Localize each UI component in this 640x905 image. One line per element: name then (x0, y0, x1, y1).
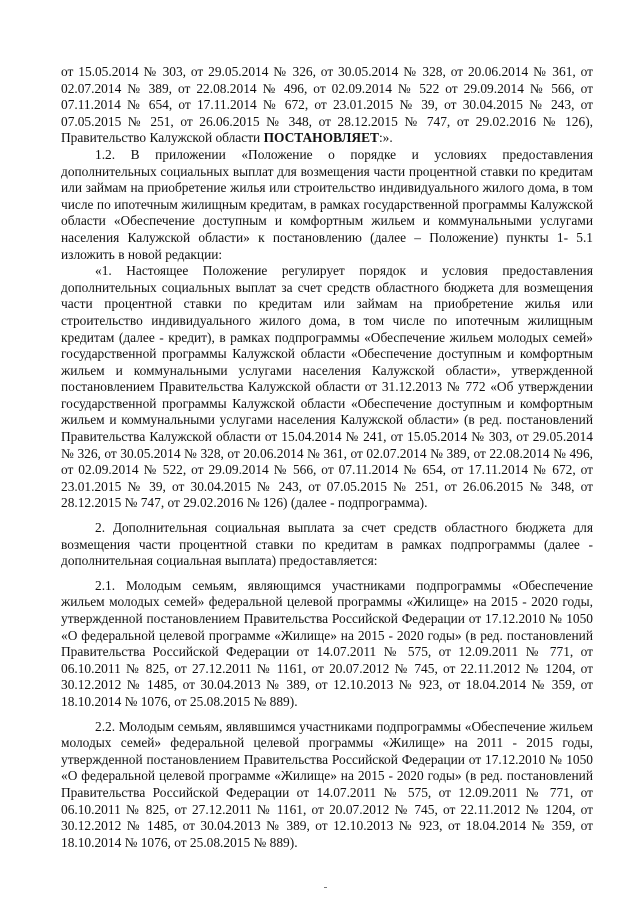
resolution-keyword: ПОСТАНОВЛЯЕТ (263, 130, 379, 146)
paragraph-clause-1: «1. Настоящее Положение регулирует порядок и условия предоставления дополнительных социальных выплат за счет средств областного бюджета для возмещения части процентной ставки по кредитам или займам на приобретение жилья или строительство индивидуального жилого дома, в том числе по ипотечным жилищным кредитам (далее - кредит), в рамках подпрограммы «Обеспечение жильем молодых семей» государственной программы Калужской области «Обеспечение доступным и комфортным жильем и коммунальными услугами населения Калужской области», утвержденной постановлением Правительства Калужской области от 31.12.2013 № 772 «Об утверждении государственной программы Калужской области «Обеспечение доступным и комфортным жильем и коммунальными услугами населения Калужской области» (в ред. постановлений Правительства Калужской области от 15.04.2014 № 241, от 15.05.2014 № 303, от 29.05.2014 № 326, от 30.05.2014 № 328, от 20.06.2014 № 361, от 02.07.2014 № 389, от 22.08.2014 № 496, от 02.09.2014 № 522, от 29.09.2014 № 566, от 07.11.2014 № 654, от 17.11.2014 № 672, от 23.01.2015 № 39, от 30.04.2015 № 243, от 07.05.2015 № 251, от 26.06.2015 № 348, от 28.12.2015 № 747, от 29.02.2016 № 126) (далее - подпрограмма). (61, 263, 593, 511)
paragraph-clause-2: 2. Дополнительная социальная выплата за счет средств областного бюджета для возмещения части процентной ставки по кредитам в рамках подпрограммы (далее - дополнительная социальная выплата) предоставляется: (61, 520, 593, 569)
paragraph-continuation (61, 64, 593, 147)
paragraph-clause-2-1: 2.1. Молодым семьям, являющимся участниками подпрограммы «Обеспечение жильем молодых семей» федеральной целевой программы «Жилище» на 2015 - 2020 годы, утвержденной постановлением Правительства Российской Федерации от 17.12.2010 № 1050 «О федеральной целевой программе «Жилище» на 2015 - 2020 годы» (в ред. постановлений Правительства Российской Федерации от 14.07.2011 № 575, от 12.09.2011 № 771, от 06.10.2011 № 825, от 27.12.2011 № 1161, от 20.07.2012 № 745, от 22.11.2012 № 1204, от 30.12.2012 № 1485, от 30.04.2013 № 389, от 12.10.2013 № 923, от 18.04.2014 № 359, от 18.10.2014 № 1076, от 25.08.2015 № 889). (61, 577, 593, 709)
paragraph-continuation-tail: :». (378, 130, 393, 146)
paragraph-continuation-text: от 15.05.2014 № 303, от 29.05.2014 № 326, от 30.05.2014 № 328, от 20.06.2014 № 361, от 02.07.2014 № 389, от 22.08.2014 № 496, от 02.09.2014 № 522 от 29.09.2014 № 566, от 07.11.2014 № 654, от 17.11.2014 № 672, от 23.01.2015 № 39, от 30.04.2015 № 243, от 07.05.2015 № 251, от 26.06.2015 № 348, от 28.12.2015 № 747, от 29.02.2016 № 126), Правительство Калужской области (61, 64, 593, 146)
paragraph-1-2: 1.2. В приложении «Положение о порядке и условиях предоставления дополнительных социальных выплат для возмещения части процентной ставки по кредитам или займам на приобретение жилья или строительство индивидуального жилого дома, в том числе по ипотечным жилищным кредитам, в рамках государственной программы Калужской области «Обеспечение доступным и комфортным жильем и коммунальными услугами населения Калужской области» к постановлению (далее – Положение) пункты 1- 5.1 изложить в новой редакции: (61, 146, 593, 262)
document-body (61, 64, 593, 851)
scan-speck (324, 887, 327, 888)
paragraph-clause-2-2: 2.2. Молодым семьям, являвшимся участниками подпрограммы «Обеспечение жильем молодых семей» федеральной целевой программы «Жилище» на 2011 - 2015 годы, утвержденной постановлением Правительства Российской Федерации от 17.12.2010 № 1050 «О федеральной целевой программе «Жилище» на 2015 - 2020 годы» (в ред. постановлений Правительства Российской Федерации от 14.07.2011 № 575, от 12.09.2011 № 771, от 06.10.2011 № 825, от 27.12.2011 № 1161, от 20.07.2012 № 745, от 22.11.2012 № 1204, от 30.12.2012 № 1485, от 30.04.2013 № 389, от 12.10.2013 № 923, от 18.04.2014 № 359, от 18.10.2014 № 1076, от 25.08.2015 № 889). (61, 718, 593, 850)
